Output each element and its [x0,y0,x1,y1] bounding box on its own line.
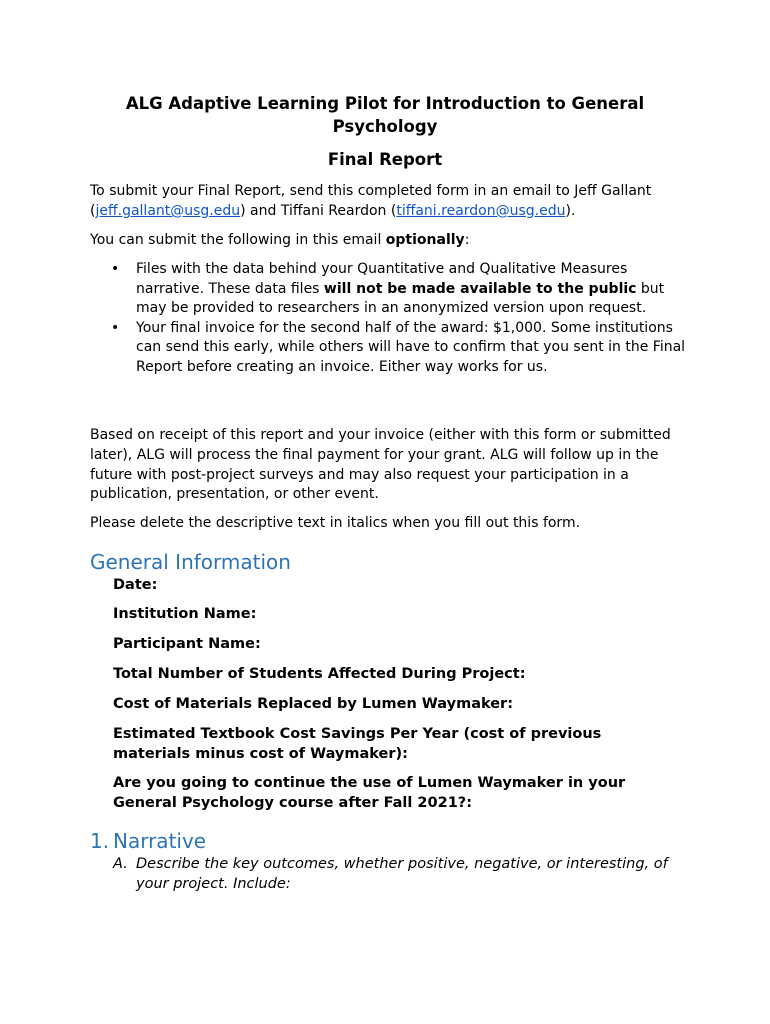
optional-items-list [90,260,690,378]
instruction-paragraph: Please delete the descriptive text in italics when you fill out this form. [90,515,581,531]
intro-paragraph [90,182,685,222]
document-title: ALG Adaptive Learning Pilot for Introduction to General Psychology [125,94,645,136]
intro-text-1: To submit your Final Report, send this completed form in an email to Jeff Gallant ( [90,183,652,219]
bullet-text: Files with the data behind your Quantitative and Qualitative Measures narrative. These data files [136,261,628,297]
narrative-item-text: Describe the key outcomes, whether positive, negative, or interesting, of your project. Include: [136,856,668,892]
participant-name-field-label: Participant Name: [113,636,261,652]
narrative-number: 1. [90,829,110,853]
bullet-icon: • [111,319,120,336]
list-item [90,319,686,378]
optional-paragraph [90,231,685,251]
narrative-heading-text: Narrative [113,829,207,853]
email-link-tiffani[interactable]: tiffani.reardon@usg.edu [396,202,566,219]
bullet-text-after: but may be provided to researchers in an anonymized version upon request. [136,280,665,317]
optional-bold: optionally [385,232,465,248]
narrative-heading [90,828,206,854]
bullet-icon: • [111,261,120,277]
payment-paragraph: Based on receipt of this report and your invoice (either with this form or submitted later), ALG will process the final payment for your grant. ALG will follow up in the future with post-project surveys and may also request your participation in a publication, presentation, or other event. [90,427,671,503]
document-subtitle: Final Report [327,150,443,169]
optional-text-1: You can submit the following in this email [90,232,386,248]
narrative-item-a [113,855,673,895]
institution-name-field-label: Institution Name: [113,606,257,622]
intro-text-3: ). [565,202,576,219]
email-link-jeff[interactable]: jeff.gallant@usg.edu [95,202,241,219]
optional-text-2: : [464,232,470,248]
cost-savings-field-label: Estimated Textbook Cost Savings Per Year (cost of previous materials minus cost of Waymaker): [113,726,602,762]
general-information-heading: General Information [90,550,291,574]
continue-use-field-label: Are you going to continue the use of Lumen Waymaker in your General Psychology course after Fall 2021?: [113,775,626,811]
intro-text-2: ) and Tiffani Reardon ( [240,202,397,219]
narrative-item-marker: A. [113,856,128,872]
bullet-bold-text: will not be made available to the public [323,280,637,297]
date-field-label: Date: [113,577,158,593]
bullet-text: Your final invoice for the second half of the award: $1,000. Some institutions can send this early, while others will have to confirm that you sent in the Final Report before creating an invoice. Either way works for us. [136,319,686,375]
list-item [90,260,686,319]
students-affected-field-label: Total Number of Students Affected During Project: [113,666,526,682]
cost-of-materials-field-label: Cost of Materials Replaced by Lumen Waymaker: [113,696,514,712]
